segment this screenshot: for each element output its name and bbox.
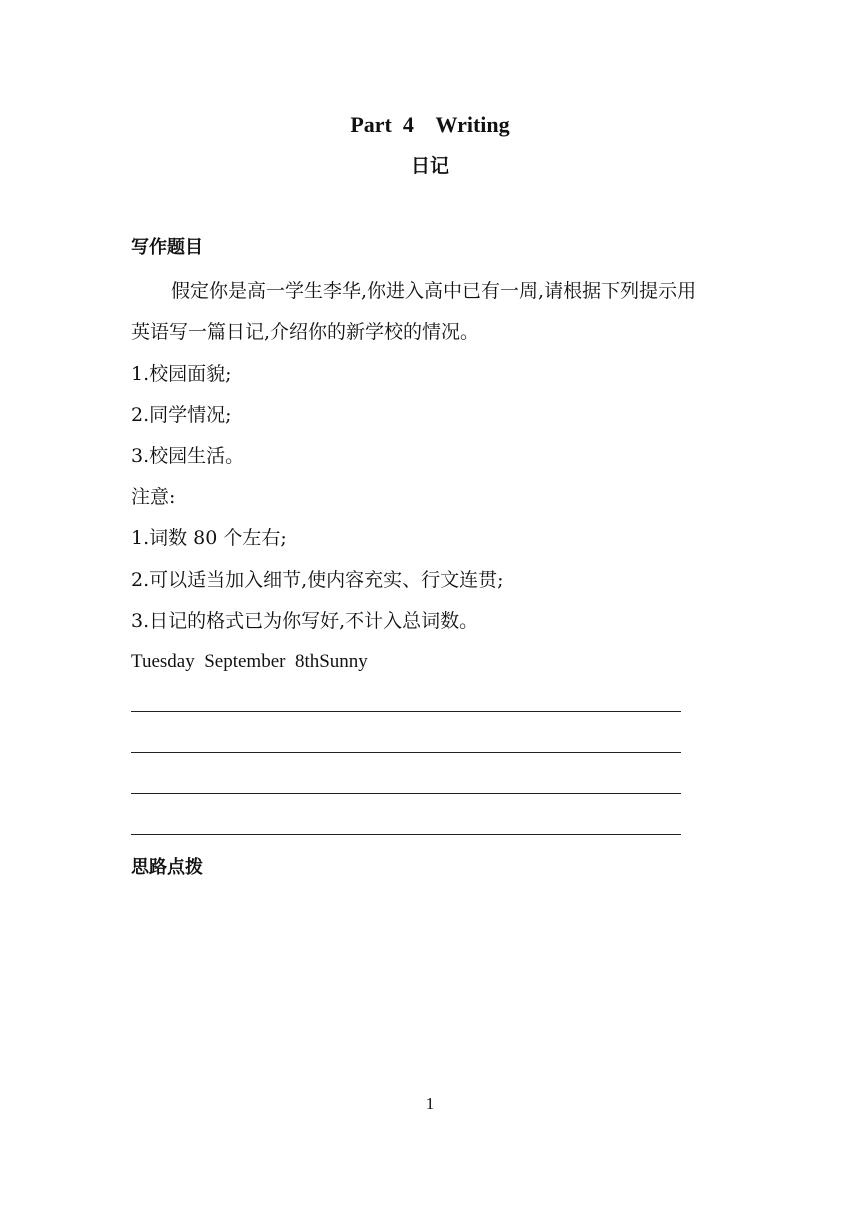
page-title: Part 4 Writing	[350, 112, 510, 137]
prompt-line-1: 假定你是高一学生李华,你进入高中已有一周,请根据下列提示用	[171, 280, 697, 302]
page-subtitle: 日记	[410, 155, 449, 177]
hints-heading: 思路点拨	[131, 857, 203, 878]
diary-header: Tuesday September 8thSunny	[131, 651, 368, 672]
notes-heading: 注意:	[131, 486, 176, 508]
note-item: 3.日记的格式已为你写好,不计入总词数。	[131, 610, 479, 632]
writing-line[interactable]	[131, 752, 681, 753]
writing-line[interactable]	[131, 834, 681, 835]
writing-line[interactable]	[131, 711, 681, 712]
note-item: 2.可以适当加入细节,使内容充实、行文连贯;	[131, 569, 504, 591]
point-item: 2.同学情况;	[131, 404, 232, 426]
writing-line[interactable]	[131, 793, 681, 794]
prompt-line-2: 英语写一篇日记,介绍你的新学校的情况。	[131, 321, 480, 343]
point-item: 1.校园面貌;	[131, 363, 232, 385]
page-number: 1	[425, 1094, 435, 1113]
point-item: 3.校园生活。	[131, 445, 245, 467]
note-item: 1.词数 80 个左右;	[131, 527, 287, 549]
task-heading: 写作题目	[131, 237, 203, 258]
